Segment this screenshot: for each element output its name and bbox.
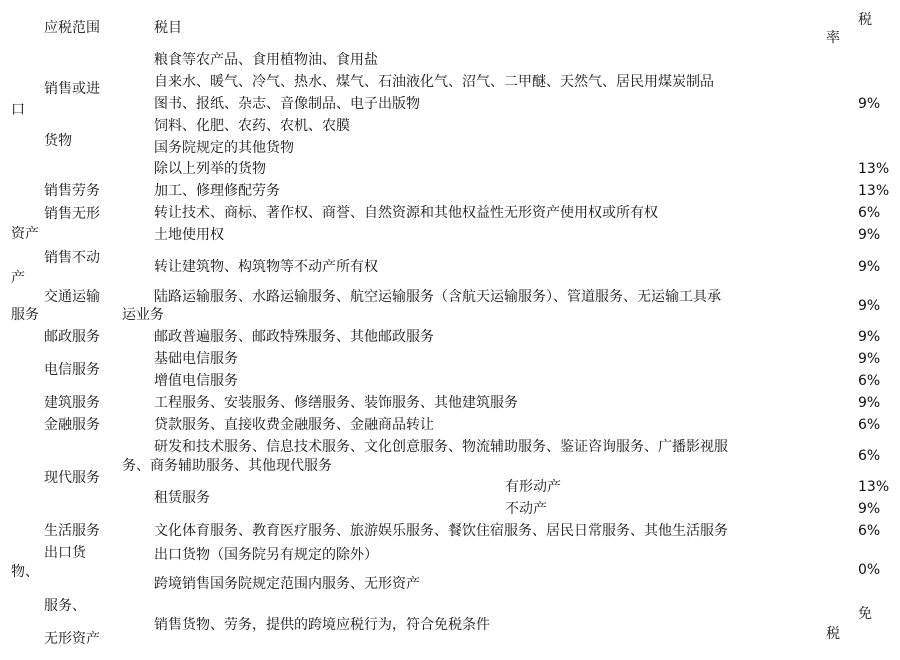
scope-intangible-2: 资产 [11, 226, 39, 242]
export-item-2: 跨境销售国务院规定范围内服务、无形资产 [154, 576, 420, 592]
life-item: 文化体育服务、教育医疗服务、旅游娱乐服务、餐饮住宿服务、居民日常服务、其他生活服务 [154, 523, 728, 539]
realestate-rate: 9% [858, 259, 881, 275]
telecom-item-2: 增值电信服务 [154, 373, 238, 389]
scope-export-3: 服务、 [44, 598, 86, 614]
modern-lease-movable-rate: 13% [858, 479, 890, 495]
scope-life: 生活服务 [44, 523, 100, 539]
life-rate: 6% [858, 523, 881, 539]
scope-telecom: 电信服务 [44, 362, 100, 378]
goods-item-3: 图书、报纸、杂志、音像制品、电子出版物 [154, 96, 420, 112]
goods-item-4: 饲料、化肥、农药、农机、农膜 [154, 118, 350, 134]
modern-lease-movable: 有形动产 [505, 479, 561, 495]
goods-item-5: 国务院规定的其他货物 [154, 140, 294, 156]
modern-rate-1: 6% [858, 448, 881, 464]
scope-realestate-2: 产 [11, 270, 25, 286]
telecom-item-1: 基础电信服务 [154, 351, 238, 367]
scope-intangible-1: 销售无形 [44, 206, 100, 222]
header-rate-top: 税 [858, 12, 872, 28]
scope-realestate: 销售不动 [44, 250, 100, 266]
goods-item-6: 除以上列举的货物 [154, 161, 266, 177]
goods-rate-other: 13% [858, 161, 890, 177]
scope-export-1: 出口货 [44, 545, 86, 561]
scope-postal: 邮政服务 [44, 329, 100, 345]
modern-lease-immovable-rate: 9% [858, 501, 881, 517]
scope-construction: 建筑服务 [44, 395, 100, 411]
telecom-rate-1: 9% [858, 351, 881, 367]
realestate-item: 转让建筑物、构筑物等不动产所有权 [154, 259, 378, 275]
goods-rate-low: 9% [858, 96, 881, 112]
scope-goods-2: 口 [11, 102, 25, 118]
postal-item: 邮政普遍服务、邮政特殊服务、其他邮政服务 [154, 329, 434, 345]
modern-lease: 租赁服务 [154, 490, 210, 506]
scope-export-2: 物、 [11, 564, 39, 580]
scope-labor: 销售劳务 [44, 183, 100, 199]
export-exempt-bottom: 税 [826, 626, 840, 642]
scope-transport-1: 交通运输 [44, 289, 100, 305]
goods-item-1: 粮食等农产品、食用植物油、食用盐 [154, 52, 378, 68]
transport-rate: 9% [858, 298, 881, 314]
export-item-1: 出口货物（国务院另有规定的除外） [154, 547, 378, 563]
transport-item-2: 运业务 [122, 307, 164, 323]
labor-item: 加工、修理修配劳务 [154, 183, 280, 199]
export-rate: 0% [858, 562, 881, 578]
intangible-item-1: 转让技术、商标、著作权、商誉、自然资源和其他权益性无形资产使用权或所有权 [154, 205, 658, 221]
export-exempt-top: 免 [858, 606, 872, 622]
construction-rate: 9% [858, 395, 881, 411]
intangible-rate-2: 9% [858, 227, 881, 243]
modern-item-2: 务、商务辅助服务、其他现代服务 [122, 458, 332, 474]
postal-rate: 9% [858, 329, 881, 345]
scope-finance: 金融服务 [44, 417, 100, 433]
labor-rate: 13% [858, 183, 890, 199]
goods-item-2: 自来水、暖气、冷气、热水、煤气、石油液化气、沼气、二甲醚、天然气、居民用煤炭制品 [154, 74, 714, 90]
intangible-item-2: 土地使用权 [154, 227, 224, 243]
scope-goods-1: 销售或进 [44, 81, 100, 97]
export-item-3: 销售货物、劳务，提供的跨境应税行为，符合免税条件 [154, 617, 490, 633]
scope-modern: 现代服务 [44, 470, 100, 486]
header-scope: 应税范围 [44, 20, 100, 36]
scope-transport-2: 服务 [11, 307, 39, 323]
modern-item-1: 研发和技术服务、信息技术服务、文化创意服务、物流辅助服务、鉴证咨询服务、广播影视服 [154, 439, 728, 455]
modern-lease-immovable: 不动产 [505, 501, 547, 517]
telecom-rate-2: 6% [858, 373, 881, 389]
construction-item: 工程服务、安装服务、修缮服务、装饰服务、其他建筑服务 [154, 395, 518, 411]
finance-rate: 6% [858, 417, 881, 433]
scope-export-4: 无形资产 [44, 631, 100, 647]
scope-goods-3: 货物 [44, 133, 72, 149]
intangible-rate-1: 6% [858, 205, 881, 221]
transport-item-1: 陆路运输服务、水路运输服务、航空运输服务（含航天运输服务）、管道服务、无运输工具承 [154, 289, 721, 305]
header-rate-bottom: 率 [826, 30, 840, 46]
header-item: 税目 [154, 20, 182, 36]
finance-item: 贷款服务、直接收费金融服务、金融商品转让 [154, 417, 434, 433]
